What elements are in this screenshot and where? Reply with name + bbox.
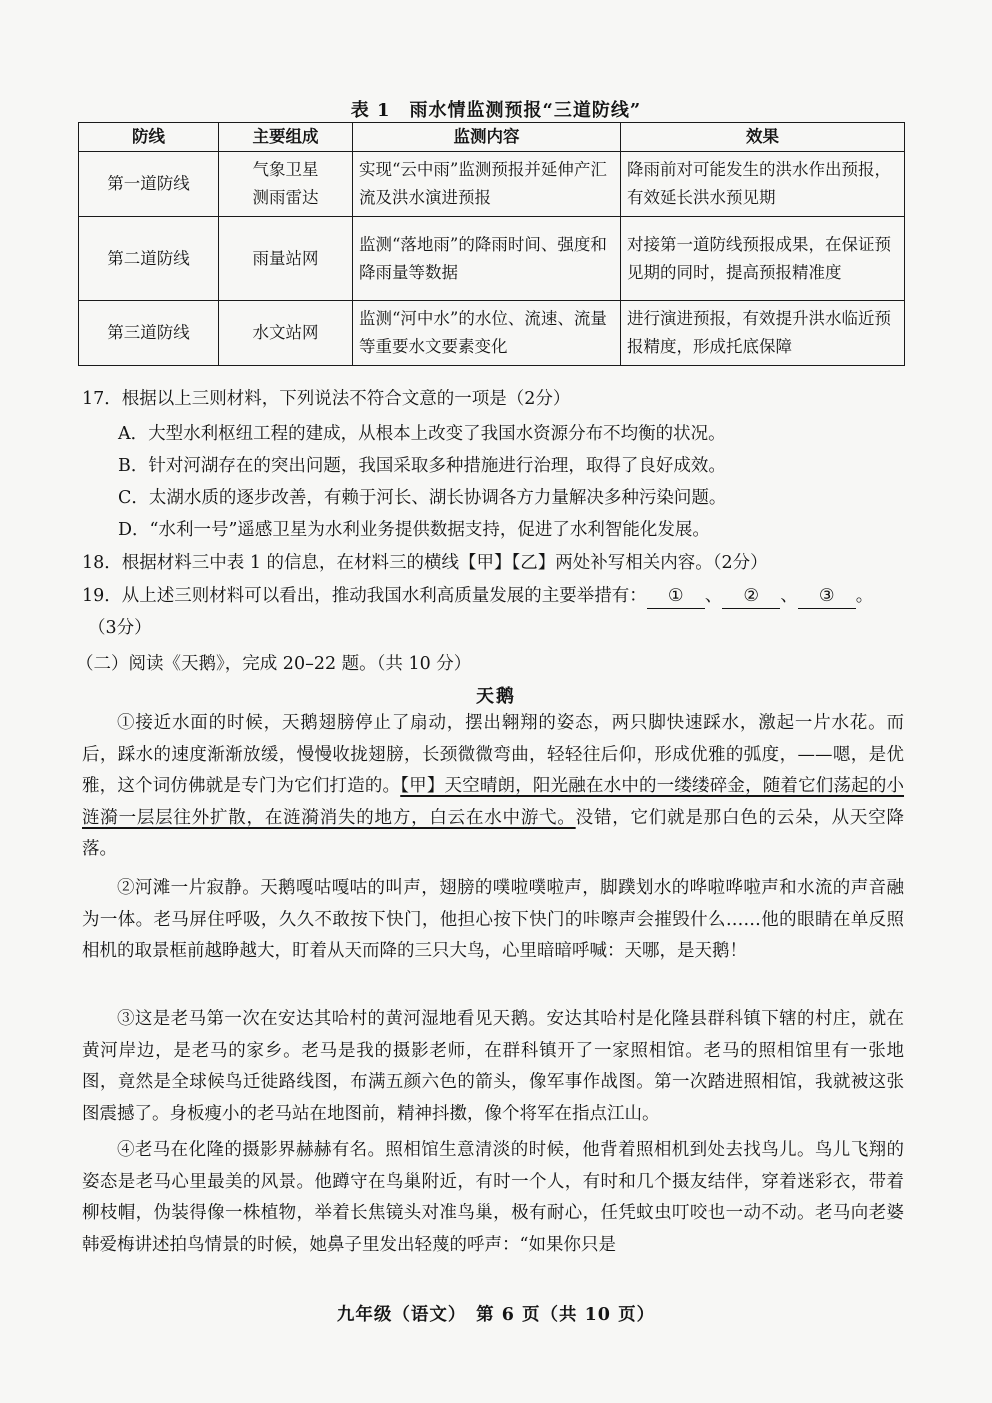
cell-composition: 水文站网	[219, 301, 353, 366]
question-18: 18．根据材料三中表 1 的信息，在材料三的横线【甲】【乙】两处补写相关内容。（2分）	[82, 553, 768, 573]
paragraph-1	[82, 708, 904, 866]
answer-blank-1[interactable]: ①	[647, 585, 705, 609]
table-row	[79, 301, 905, 366]
header-content: 监测内容	[353, 123, 621, 152]
table-header-row	[79, 123, 905, 152]
underlined-passage-jia: 【甲】天空晴朗，阳光融在水中的一缕缕碎金，随着它们荡起的小涟漪一层层往外扩散，在涟漪消失的地方，白云在水中游弋。	[82, 776, 905, 828]
defense-lines-table	[78, 122, 905, 366]
separator: 、	[704, 586, 723, 606]
question-19	[82, 585, 912, 609]
header-composition: 主要组成	[219, 123, 353, 152]
header-effect: 效果	[621, 123, 905, 152]
table-row	[79, 217, 905, 301]
cell-line: 第一道防线	[79, 152, 219, 217]
table-row	[79, 152, 905, 217]
cell-composition: 雨量站网	[219, 217, 353, 301]
question-17-option-c: C．太湖水质的逐步改善，有赖于河长、湖长协调各方力量解决多种污染问题。	[118, 488, 727, 508]
cell-content: 监测“落地雨”的降雨时间、强度和降雨量等数据	[353, 217, 621, 301]
paragraph-3: ③这是老马第一次在安达其哈村的黄河湿地看见天鹅。安达其哈村是化隆县群科镇下辖的村庄，就在黄河岸边，是老马的家乡。老马是我的摄影老师，在群科镇开了一家照相馆。老马的照相馆里有一张地图，竟然是全球候鸟迁徙路线图，布满五颜六色的箭头，像军事作战图。第一次踏进照相馆，我就被这张图震撼了。身板瘦小的老马站在地图前，精神抖擞，像个将军在指点江山。	[82, 1009, 904, 1124]
page-footer: 九年级（语文） 第 6 页（共 10 页）	[336, 1305, 656, 1325]
question-17-option-b: B．针对河湖存在的突出问题，我国采取多种措施进行治理，取得了良好成效。	[118, 456, 726, 476]
cell-content: 监测“河中水”的水位、流速、流量等重要水文要素变化	[353, 301, 621, 366]
header-line: 防线	[79, 123, 219, 152]
end-mark: 。	[855, 586, 874, 606]
answer-blank-2[interactable]: ②	[722, 585, 780, 609]
cell-effect: 降雨前对可能发生的洪水作出预报，有效延长洪水预见期	[621, 152, 905, 217]
question-19-score: （3分）	[88, 618, 152, 638]
cell-content: 实现“云中雨”监测预报并延伸产汇流及洪水演进预报	[353, 152, 621, 217]
cell-line: 第二道防线	[79, 217, 219, 301]
cell-effect: 进行演进预报，有效提升洪水临近预报精度，形成托底保障	[621, 301, 905, 366]
paragraph-1-end: 没错，它们就是那白色的云朵，从天空降落。	[82, 807, 905, 859]
paragraph-4: ④老马在化隆的摄影界赫赫有名。照相馆生意清淡的时候，他背着照相机到处去找鸟儿。鸟儿飞翔的姿态是老马心里最美的风景。他蹲守在鸟巢附近，有时一个人，有时和几个摄友结伴，穿着迷彩衣，带着柳枝帽，伪装得像一株植物，举着长焦镜头对准鸟巢，极有耐心，任凭蚊虫叮咬也一动不动。老马向老婆韩爱梅讲述拍鸟情景的时候，她鼻子里发出轻蔑的呼声：“如果你只是	[82, 1140, 904, 1255]
paragraph-2: ②河滩一片寂静。天鹅嘎咕嘎咕的叫声，翅膀的噗啦噗啦声，脚蹼划水的哗啦哗啦声和水流的声音融为一体。老马屏住呼吸，久久不敢按下快门，他担心按下快门的咔嚓声会摧毁什么……他的眼睛在单反照相机的取景框前越睁越大，盯着从天而降的三只大鸟，心里暗暗呼喊：天哪，是天鹅！	[82, 878, 904, 961]
cell-composition: 气象卫星 测雨雷达	[219, 152, 353, 217]
answer-blank-3[interactable]: ③	[798, 585, 856, 609]
cell-line: 第三道防线	[79, 301, 219, 366]
section-heading: （二）阅读《天鹅》，完成 20–22 题。（共 10 分）	[76, 654, 472, 674]
question-17-option-d: D．“水利一号”遥感卫星为水利业务提供数据支持，促进了水利智能化发展。	[118, 520, 710, 540]
table-title: 表 1 雨水情监测预报“三道防线”	[350, 100, 642, 121]
article-title: 天鹅	[476, 686, 516, 707]
separator: 、	[780, 586, 798, 606]
paragraph-1-text: ①接近水面的时候，天鹅翅膀停止了扇动，摆出翱翔的姿态，两只脚快速踩水，激起一片水花。而后，踩水的速度渐渐放缓，慢慢收拢翅膀，长颈微微弯曲，轻轻往后仰，形成优雅的弧度，——嗯，是优雅，这个词仿佛就是专门为它们打造的。	[82, 713, 904, 796]
question-19-stem: 19．从上述三则材料可以看出，推动我国水利高质量发展的主要举措有：	[82, 586, 647, 606]
cell-effect: 对接第一道防线预报成果，在保证预见期的同时，提高预报精准度	[621, 217, 905, 301]
question-17-stem: 17．根据以上三则材料，下列说法不符合文意的一项是（2分）	[82, 389, 571, 409]
question-17-option-a: A．大型水利枢纽工程的建成，从根本上改变了我国水资源分布不均衡的状况。	[118, 424, 726, 444]
